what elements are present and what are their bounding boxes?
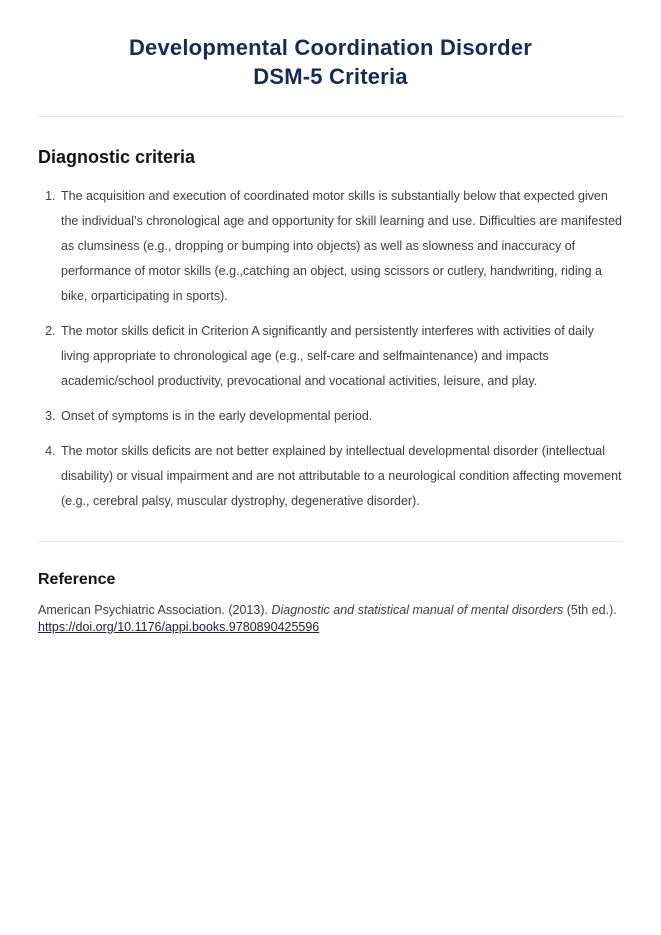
citation-prefix: American Psychiatric Association. (2013). xyxy=(38,603,272,617)
divider-top xyxy=(38,116,623,117)
citation-book-title: Diagnostic and statistical manual of mental disorders xyxy=(271,603,564,617)
divider-middle xyxy=(38,541,623,542)
diagnostic-criteria-heading: Diagnostic criteria xyxy=(38,147,196,167)
document-title-line2: DSM-5 Criteria xyxy=(253,64,408,89)
criteria-item-2: 2. The motor skills deficit in Criterion A significantly and persistently interferes with activities of daily living appropriate to chronological age (e.g., self-care and selfmaintenance) and impacts academic/school productivity, prevocational and vocational activities, leisure, and play. xyxy=(59,319,623,394)
document-title-line1: Developmental Coordination Disorder xyxy=(128,35,533,60)
citation-suffix: (5th ed.). xyxy=(563,603,617,617)
criteria-item-4: 4. The motor skills deficits are not better explained by intellectual developmental disorder (intellectual disability) or visual impairment and are not attributable to a neurological condition affecting movement (e.g., cerebral palsy, muscular dystrophy, degenerative disorder). xyxy=(59,439,623,514)
reference-heading: Reference xyxy=(38,571,116,588)
criteria-list xyxy=(38,184,623,514)
reference-citation xyxy=(38,602,623,635)
criteria-item-3: 3. Onset of symptoms is in the early developmental period. xyxy=(59,404,623,429)
doi-link[interactable]: https://doi.org/10.1176/appi.books.9780890425596 xyxy=(38,619,320,634)
document-title xyxy=(38,33,623,91)
criteria-item-1: 1. The acquisition and execution of coordinated motor skills is substantially below that expected given the individual’s chronological age and opportunity for skill learning and use. Difficulties are manifested as clumsiness (e.g., dropping or bumping into objects) as well as slowness and inaccuracy of performance of motor skills (e.g.,catching an object, using scissors or cutlery, handwriting, riding a bike, orparticipating in sports). xyxy=(59,184,623,309)
